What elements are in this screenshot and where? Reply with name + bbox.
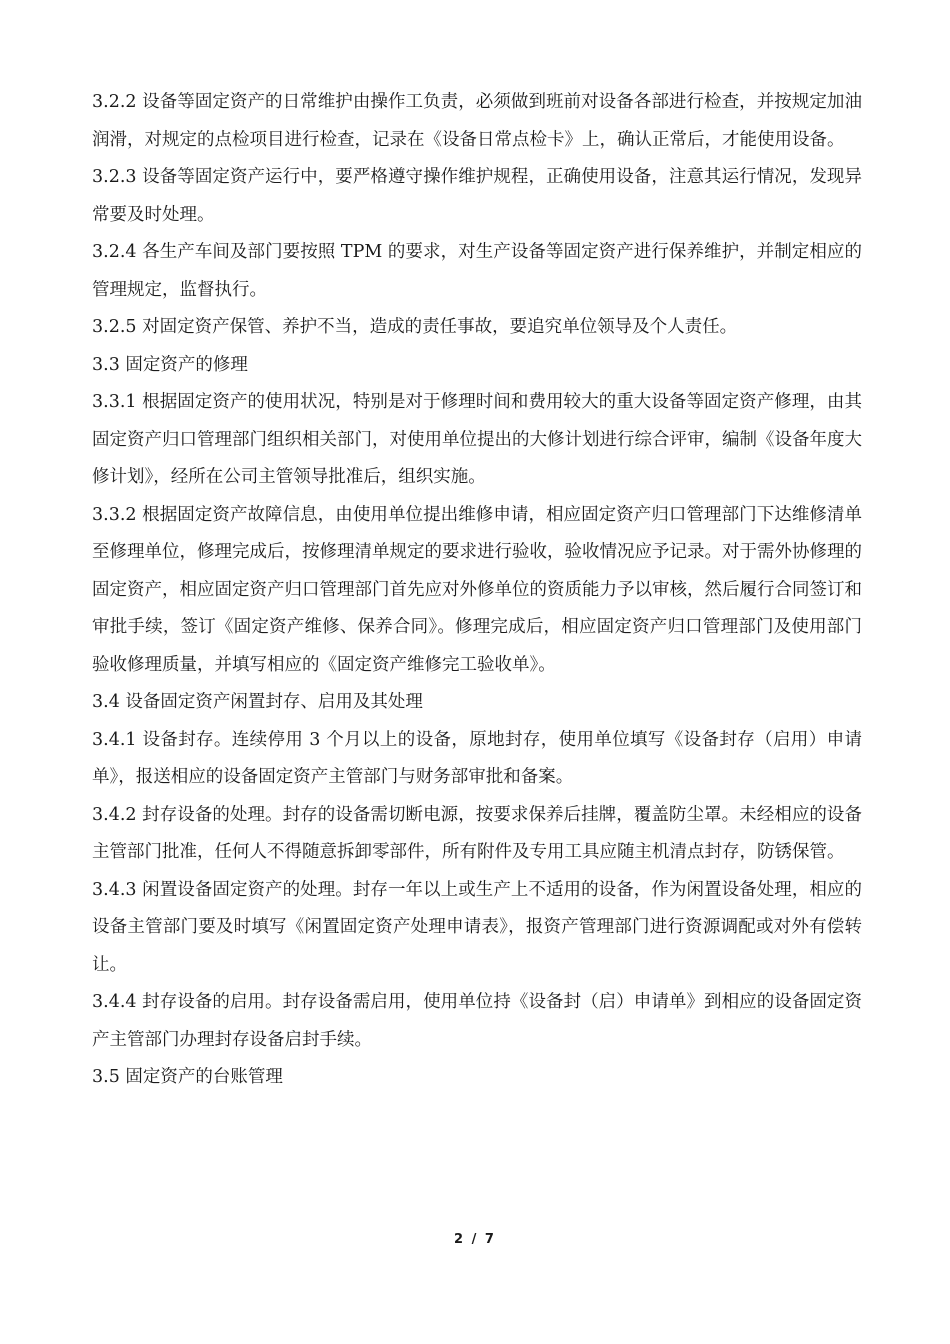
paragraph-3-4-4: 3.4.4 封存设备的启用。封存设备需启用，使用单位持《设备封（启）申请单》到相应的设备固定资产主管部门办理封存设备启封手续。 [92, 992, 862, 1050]
page-number: 2 / 7 [454, 1232, 496, 1247]
paragraph-3-3-1: 3.3.1 根据固定资产的使用状况，特别是对于修理时间和费用较大的重大设备等固定资产修理，由其固定资产归口管理部门组织相关部门，对使用单位提出的大修计划进行综合评审，编制《设备年度大修计划》，经所在公司主管领导批准后，组织实施。 [92, 392, 862, 487]
document-body [92, 84, 862, 1097]
section-heading-3-3: 3.3 固定资产的修理 [92, 354, 248, 375]
section-heading-3-5: 3.5 固定资产的台账管理 [92, 1067, 283, 1087]
paragraph-3-4-2: 3.4.2 封存设备的处理。封存的设备需切断电源，按要求保养后挂牌，覆盖防尘罩。未经相应的设备主管部门批准，任何人不得随意拆卸零部件，所有附件及专用工具应随主机清点封存，防锈保管。 [92, 804, 862, 862]
paragraph-3-2-4: 3.2.4 各生产车间及部门要按照 TPM 的要求，对生产设备等固定资产进行保养维护，并制定相应的管理规定，监督执行。 [92, 242, 862, 300]
paragraph-3-2-5: 3.2.5 对固定资产保管、养护不当，造成的责任事故，要追究单位领导及个人责任。 [92, 317, 738, 337]
paragraph-3-2-2: 3.2.2 设备等固定资产的日常维护由操作工负责，必须做到班前对设备各部进行检查，并按规定加油润滑，对规定的点检项目进行检查，记录在《设备日常点检卡》上，确认正常后，才能使用设备。 [92, 92, 862, 150]
paragraph-3-4-1: 3.4.1 设备封存。连续停用 3 个月以上的设备，原地封存，使用单位填写《设备封存（启用）申请单》，报送相应的设备固定资产主管部门与财务部审批和备案。 [92, 729, 862, 787]
section-heading-3-4: 3.4 设备固定资产闲置封存、启用及其处理 [92, 692, 423, 712]
paragraph-3-3-2: 3.3.2 根据固定资产故障信息，由使用单位提出维修申请，相应固定资产归口管理部门下达维修清单至修理单位，修理完成后，按修理清单规定的要求进行验收，验收情况应予记录。对于需外协修理的固定资产，相应固定资产归口管理部门首先应对外修单位的资质能力予以审核，然后履行合同签订和审批手续，签订《固定资产维修、保养合同》。修理完成后，相应固定资产归口管理部门及使用部门验收修理质量，并填写相应的《固定资产维修完工验收单》。 [92, 504, 862, 675]
paragraph-3-4-3: 3.4.3 闲置设备固定资产的处理。封存一年以上或生产上不适用的设备，作为闲置设备处理，相应的设备主管部门要及时填写《闲置固定资产处理申请表》，报资产管理部门进行资源调配或对外有偿转让。 [92, 879, 862, 975]
paragraph-3-2-3: 3.2.3 设备等固定资产运行中，要严格遵守操作维护规程，正确使用设备，注意其运行情况，发现异常要及时处理。 [92, 167, 862, 225]
